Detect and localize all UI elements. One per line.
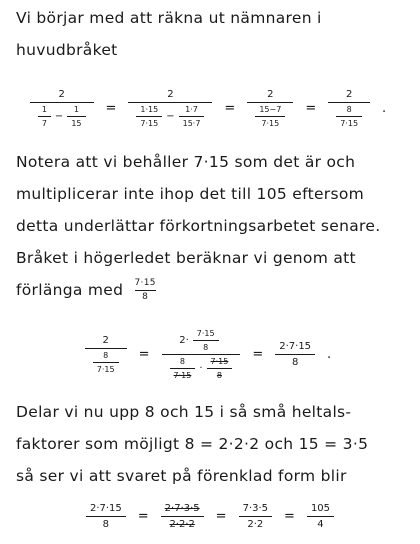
text-line: huvudbråket [16,41,118,59]
intro-paragraph [16,2,412,66]
fraction [162,329,241,380]
fraction [67,105,85,128]
numerator: 7·15 [134,278,156,288]
denominator: 8 [142,292,149,302]
note-paragraph [16,146,412,306]
numerator: 2·7·3·5 [164,502,200,514]
numerator: 2·7·15 [279,340,312,352]
equals-sign: = [137,508,149,524]
equals-sign: = [215,508,227,524]
denominator: 7·15 [96,364,115,374]
fraction [336,105,362,128]
equals-sign: = [224,100,236,116]
denominator: 7·15 [340,118,359,128]
equals-sign: = [284,508,295,524]
fraction [30,89,94,128]
numerator: 1·7 [185,104,198,114]
text-line: Delar vi nu upp 8 och 15 i så små heltals- [16,403,352,421]
fraction [207,357,233,380]
factor-paragraph [16,396,412,492]
denominator [328,105,370,128]
denominator [30,105,94,128]
denominator: 2·2 [247,518,264,530]
numerator: 2 [345,88,353,100]
fraction [179,105,205,128]
denominator: 8 [203,342,209,352]
numerator: 7·15 [196,328,215,338]
denominator: 15·7 [182,118,201,128]
period: . [327,346,332,362]
numerator: 2 [267,88,274,100]
numerator: 2 [58,88,65,100]
fraction [86,503,126,530]
fraction [136,105,162,128]
fraction [247,89,293,128]
numerator: 105 [310,502,331,514]
denominator: 7·15 [261,118,280,128]
fraction [255,105,285,128]
numerator: 8 [346,104,352,114]
text-line: så ser vi att svaret på förenklad form blir [16,467,347,485]
minus-sign: − [54,110,64,122]
numerator: 15−7 [259,104,282,114]
equals-sign: = [305,100,317,116]
dot: · [199,362,203,374]
denominator: 7 [41,118,47,128]
denominator: 8 [291,356,299,368]
denominator [85,351,127,374]
fraction [328,89,370,128]
text-line: faktorer som möjligt 8 = 2·2·2 och 15 = 3·5 [16,435,369,453]
fraction [93,351,119,374]
fraction [307,503,334,530]
denominator [162,357,241,380]
text-line [16,274,412,306]
denominator [128,105,212,128]
equation-extension [0,326,420,382]
denominator: 7·15 [173,370,192,380]
denominator [247,105,293,128]
equals-sign: = [252,346,264,362]
numerator: 1·15 [140,104,159,114]
text-line: Vi börjar med att räkna ut nämnaren i [16,9,322,27]
text-line: detta underlättar förkortningsarbetet senare. [16,217,381,235]
denominator: 15 [71,118,82,128]
equals-sign: = [105,100,117,116]
fraction [38,105,51,128]
extension-fraction [135,278,156,303]
text-line: Notera att vi behåller 7·15 som det är och [16,153,356,171]
text: förlänga med [16,281,124,299]
equals-sign: = [138,346,150,362]
denominator: 7·15 [140,118,159,128]
denominator: 8 [102,518,110,530]
equation-denominator [0,86,420,130]
minus-sign: − [166,110,175,122]
numerator: 2 [167,88,174,100]
numerator: 1 [41,104,47,114]
factor: 2· [179,334,189,346]
numerator: 8 [179,356,185,366]
denominator: 4 [317,518,324,530]
text-line: multiplicerar inte ihop det till 105 eftersom [16,185,365,203]
numerator: 7·15 [210,356,229,366]
denominator: 8 [216,370,222,380]
denominator: 2·2·2 [169,518,195,530]
fraction [193,329,219,352]
numerator: 2 [102,334,109,346]
numerator: 1 [73,104,79,114]
period: . [382,100,387,116]
numerator: 7·3·5 [242,502,269,514]
numerator: 8 [103,350,109,360]
text-line: Bråket i högerledet beräknar vi genom att [16,249,356,267]
fraction [85,335,127,374]
fraction [128,89,212,128]
numerator: 2·7·15 [89,502,122,514]
equation-simplified [0,496,420,536]
fraction [161,503,204,530]
fraction [170,357,196,380]
fraction [275,341,315,368]
numerator [175,329,226,352]
fraction [239,503,272,530]
